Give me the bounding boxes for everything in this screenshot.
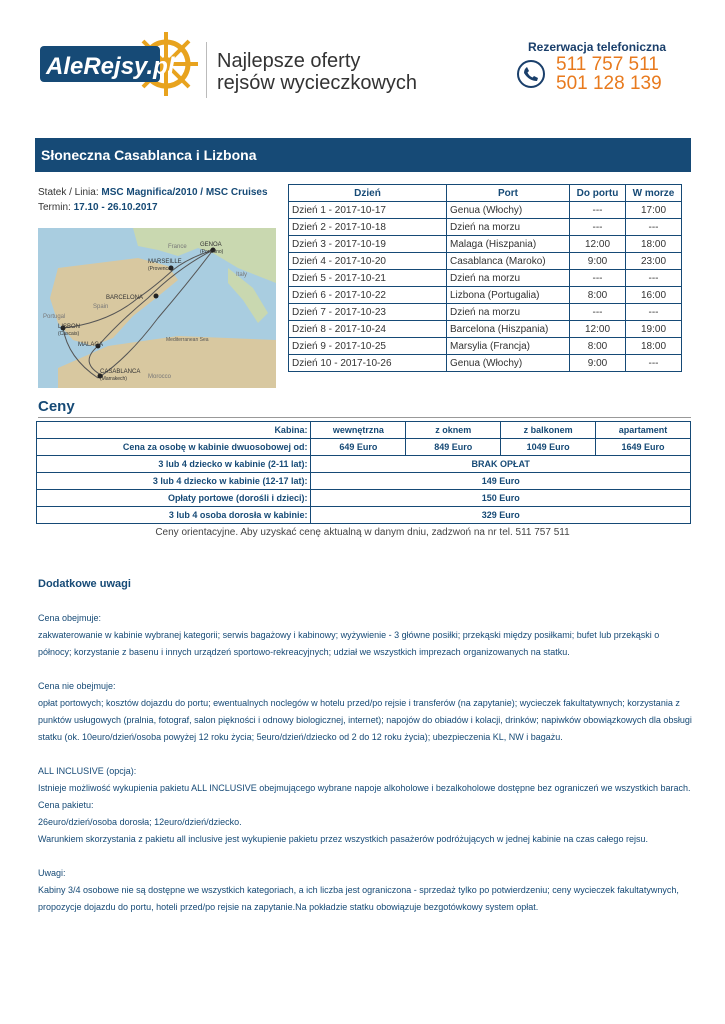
departure-cell: 18:00 (626, 236, 682, 253)
prices-note: Ceny orientacyjne. Aby uzyskać cenę aktualną w danym dniu, zadzwoń na nr tel. 511 757 511 (155, 527, 570, 538)
port-cell: Marsylia (Francja) (447, 338, 570, 355)
day-cell: Dzień 4 - 2017-10-20 (289, 253, 447, 270)
port-cell: Genua (Włochy) (447, 355, 570, 372)
arrival-cell: --- (570, 270, 626, 287)
table-row (289, 304, 682, 321)
itinerary-table (288, 184, 682, 372)
svg-text:LISBON: LISBON (58, 324, 81, 330)
departure-cell: --- (626, 304, 682, 321)
page-header (0, 0, 725, 130)
day-cell: Dzień 6 - 2017-10-22 (289, 287, 447, 304)
header-divider (206, 42, 207, 98)
svg-text:CASABLANCA: CASABLANCA (100, 369, 141, 375)
header-departure: W morze (626, 185, 682, 202)
arrival-cell: 9:00 (570, 253, 626, 270)
cruise-title: Słoneczna Casablanca i Lizbona (41, 147, 257, 163)
port-fees-row (37, 490, 691, 507)
tagline-line1: Najlepsze oferty (217, 50, 361, 72)
cruise-title-bar (35, 138, 691, 172)
table-row (289, 338, 682, 355)
cabin-type: wewnętrzna (311, 422, 406, 439)
remarks-text: Kabiny 3/4 osobowe nie są dostępne we wszystkich kategoriach, a ich liczba jest ograniczona - sprzedaż tylko po potwierdzeniu; ceny wycieczek fakultatywnych, propozycje dojazdu do portu, hoteli przed/po rejsie na zapytanie.Na pokładzie statku obowiązuje bezgotówkowy system opłat. (38, 885, 679, 912)
day-cell: Dzień 1 - 2017-10-17 (289, 202, 447, 219)
all-inclusive-price-text: 26euro/dzień/osoba dorosła; 12euro/dzień/dziecko. (38, 817, 242, 827)
term-value: 17.10 - 26.10.2017 (73, 202, 158, 213)
includes-text: zakwaterowanie w kabinie wybranej kategorii; serwis bagażowy i kabinowy; wyżywienie - 3 główne posiłki; przekąski między posiłkami; bufet lub przekąski o północy; korzystanie z basenu i innych urządzeń sportowo-rekreacyjnych; udział we wszystkich imprezach organizowanych na statku. (38, 630, 660, 657)
remarks-label: Uwagi: (38, 868, 66, 878)
port-cell: Dzień na morzu (447, 304, 570, 321)
table-row (289, 287, 682, 304)
excludes-label: Cena nie obejmuje: (38, 681, 116, 691)
cabin-label: Kabina: (37, 422, 311, 439)
phone-number-1[interactable]: 511 757 511 (556, 54, 659, 75)
svg-text:(Cascais): (Cascais) (58, 331, 80, 337)
logo[interactable] (38, 28, 198, 100)
child-2-11-row (37, 456, 691, 473)
port-fees-value: 150 Euro (311, 490, 691, 507)
departure-cell: --- (626, 270, 682, 287)
child-2-11-label: 3 lub 4 dziecko w kabinie (2-11 lat): (37, 456, 311, 473)
table-row (289, 355, 682, 372)
route-map-graphic (38, 228, 276, 388)
notes-title: Dodatkowe uwagi (38, 578, 131, 590)
phone-number-2[interactable]: 501 128 139 (556, 73, 662, 94)
tagline (217, 50, 417, 94)
price-cell: 649 Euro (311, 439, 406, 456)
child-12-17-label: 3 lub 4 dziecko w kabinie (12-17 lat): (37, 473, 311, 490)
departure-cell: 18:00 (626, 338, 682, 355)
arrival-cell: --- (570, 219, 626, 236)
ship-label: Statek / Linia: (38, 187, 99, 198)
price-cell: 849 Euro (406, 439, 501, 456)
port-cell: Dzień na morzu (447, 219, 570, 236)
all-inclusive-text: Istnieje możliwość wykupienia pakietu ALL INCLUSIVE obejmującego wybrane napoje alkoholowe i bezalkoholowe dostępne bez ograniczeń we wszystkich barach. (38, 783, 691, 793)
header-day: Dzień (289, 185, 447, 202)
departure-cell: 23:00 (626, 253, 682, 270)
port-cell: Barcelona (Hiszpania) (447, 321, 570, 338)
departure-cell: 17:00 (626, 202, 682, 219)
adult-extra-label: 3 lub 4 osoba dorosła w kabinie: (37, 507, 311, 524)
svg-text:Portugal: Portugal (43, 314, 66, 320)
port-cell: Lizbona (Portugalia) (447, 287, 570, 304)
adult-extra-row (37, 507, 691, 524)
child-2-11-value: BRAK OPŁAT (311, 456, 691, 473)
notes-body (38, 610, 693, 916)
arrival-cell: 12:00 (570, 321, 626, 338)
day-cell: Dzień 9 - 2017-10-25 (289, 338, 447, 355)
header-arrival: Do portu (570, 185, 626, 202)
all-inclusive-label: ALL INCLUSIVE (opcja): (38, 766, 137, 776)
svg-text:(Portofino): (Portofino) (200, 249, 224, 255)
svg-text:Mediterranean Sea: Mediterranean Sea (166, 337, 209, 343)
excludes-text: opłat portowych; kosztów dojazdu do portu; ewentualnych noclegów w hotelu przed/po rejsie i transferów (na zapytanie); wycieczek fakultatywnych; korzystania z punktów usługowych (pralnia, fotograf, salon piękności i odnowy biologicznej, internet); napojów do obiadów i kolacji, drinków; napiwków obowiązkowych dla obsługi statku (ok. 10euro/dzień/osoba powyżej 12 roku życia; 5euro/dzień/dziecko od 2 do 12 roku życia); ubezpieczenia KL, NW i bagażu. (38, 698, 692, 742)
port-cell: Malaga (Hiszpania) (447, 236, 570, 253)
table-row (289, 219, 682, 236)
svg-text:Morocco: Morocco (148, 374, 172, 380)
includes-label: Cena obejmuje: (38, 613, 102, 623)
cabin-type: apartament (596, 422, 691, 439)
spacer (38, 746, 693, 763)
phone-icon (517, 60, 545, 88)
departure-cell: 19:00 (626, 321, 682, 338)
svg-text:Spain: Spain (93, 304, 109, 310)
arrival-cell: 8:00 (570, 338, 626, 355)
spacer (38, 848, 693, 865)
day-cell: Dzień 7 - 2017-10-23 (289, 304, 447, 321)
port-cell: Dzień na morzu (447, 270, 570, 287)
prices-section-title: Ceny (38, 398, 75, 415)
table-row (289, 270, 682, 287)
day-cell: Dzień 10 - 2017-10-26 (289, 355, 447, 372)
departure-cell: 16:00 (626, 287, 682, 304)
svg-text:(Marrakech): (Marrakech) (100, 376, 127, 382)
departure-cell: --- (626, 219, 682, 236)
prices-table (36, 421, 691, 524)
svg-text:France: France (168, 244, 187, 250)
itinerary-header-row (289, 185, 682, 202)
arrival-cell: 8:00 (570, 287, 626, 304)
child-12-17-value: 149 Euro (311, 473, 691, 490)
child-12-17-row (37, 473, 691, 490)
day-cell: Dzień 2 - 2017-10-18 (289, 219, 447, 236)
double-price-label: Cena za osobę w kabinie dwuosobowej od: (37, 439, 311, 456)
port-fees-label: Opłaty portowe (dorośli i dzieci): (37, 490, 311, 507)
svg-text:MALAGA: MALAGA (78, 342, 104, 348)
arrival-cell: 12:00 (570, 236, 626, 253)
arrival-cell: --- (570, 202, 626, 219)
port-cell: Genua (Włochy) (447, 202, 570, 219)
phone-title: Rezerwacja telefoniczna (528, 40, 667, 54)
all-inclusive-price-label: Cena pakietu: (38, 800, 94, 810)
prices-divider (38, 417, 691, 418)
ship-info (38, 187, 268, 198)
logo-graphic (38, 28, 198, 100)
price-cell: 1049 Euro (501, 439, 596, 456)
svg-text:GENOA: GENOA (200, 242, 222, 248)
table-row (289, 202, 682, 219)
logo-text: AleRejsy.pl (46, 53, 175, 80)
day-cell: Dzień 3 - 2017-10-19 (289, 236, 447, 253)
adult-extra-value: 329 Euro (311, 507, 691, 524)
cabin-header-row (37, 422, 691, 439)
cabin-type: z balkonem (501, 422, 596, 439)
svg-text:(Provence): (Provence) (148, 266, 173, 272)
all-inclusive-condition: Warunkiem skorzystania z pakietu all inclusive jest wykupienie pakietu przez wszystkich pasażerów podróżujących w jednej kabinie na czas całego rejsu. (38, 834, 648, 844)
cabin-type: z oknem (406, 422, 501, 439)
table-row (289, 253, 682, 270)
spacer (38, 661, 693, 678)
price-cell: 1649 Euro (596, 439, 691, 456)
svg-text:Italy: Italy (236, 272, 248, 278)
header-port: Port (447, 185, 570, 202)
double-price-row (37, 439, 691, 456)
svg-text:MARSEILLE: MARSEILLE (148, 259, 182, 265)
table-row (289, 321, 682, 338)
route-map (38, 228, 276, 388)
arrival-cell: --- (570, 304, 626, 321)
term-label: Termin: (38, 202, 71, 213)
term-info (38, 202, 158, 213)
port-cell: Casablanca (Maroko) (447, 253, 570, 270)
tagline-line2: rejsów wycieczkowych (217, 72, 418, 94)
svg-text:BARCELONA: BARCELONA (106, 295, 144, 301)
ship-value: MSC Magnifica/2010 / MSC Cruises (101, 187, 268, 198)
arrival-cell: 9:00 (570, 355, 626, 372)
table-row (289, 236, 682, 253)
departure-cell: --- (626, 355, 682, 372)
day-cell: Dzień 8 - 2017-10-24 (289, 321, 447, 338)
day-cell: Dzień 5 - 2017-10-21 (289, 270, 447, 287)
